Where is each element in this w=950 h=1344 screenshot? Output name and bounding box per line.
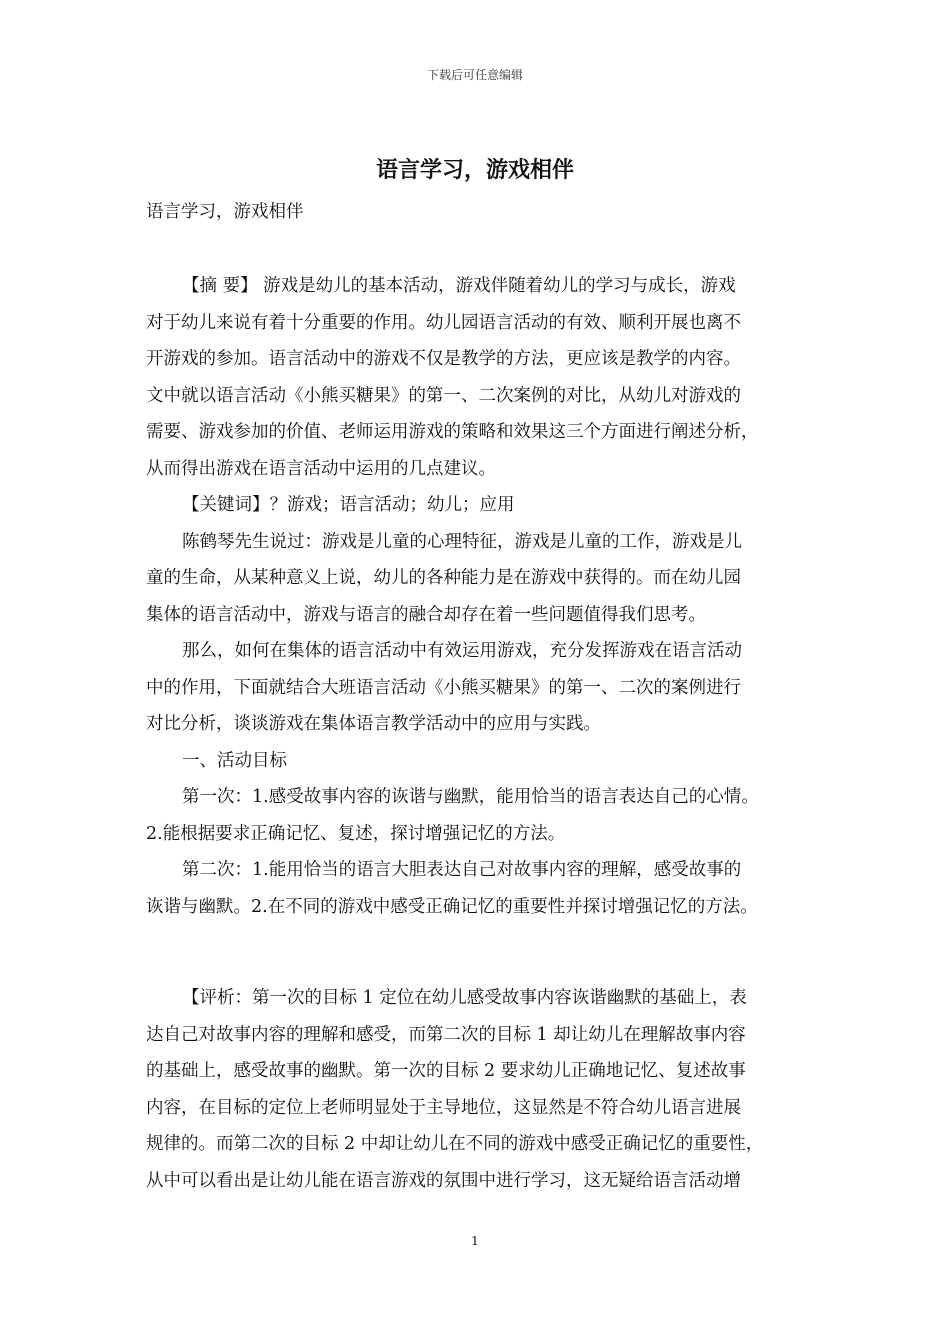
paragraph-line: 童的生命，从某种意义上说，幼儿的各种能力是在游戏中获得的。而在幼儿园 [146, 568, 741, 588]
paragraph-line: 对比分析，谈谈游戏在集体语言教学活动中的应用与实践。 [146, 714, 601, 734]
abstract-paragraph [146, 268, 810, 925]
abstract-line: 需要、游戏参加的价值、老师运用游戏的策略和效果这三个方面进行阐述分析， [146, 422, 759, 442]
review-line: 达自己对故事内容的理解和感受，而第二次的目标 1 却让幼儿在理解故事内容 [146, 1024, 746, 1045]
header-note: 下载后可任意编辑 [426, 68, 523, 82]
abstract-line: 对于幼儿来说有着十分重要的作用。幼儿园语言活动的有效、顺利开展也离不 [146, 312, 741, 333]
paragraph-line: 集体的语言活动中，游戏与语言的融合却存在着一些问题值得我们思考。 [146, 604, 706, 625]
review-line: 【评析：第一次的目标 1 定位在幼儿感受故事内容诙谐幽默的基础上，表 [182, 988, 747, 1008]
objective-line: 第一次：1.感受故事内容的诙谐与幽默，能用恰当的语言表达自己的心情。 [182, 787, 759, 807]
keywords-line: 【关键词】？游戏；语言活动；幼儿；应用 [182, 495, 515, 515]
objective-line: 诙谐与幽默。2.在不同的游戏中感受正确记忆的重要性并探讨增强记忆的方法。 [146, 896, 758, 917]
abstract-line: 【摘 要】 游戏是幼儿的基本活动，游戏伴随着幼儿的学习与成长，游戏 [182, 276, 736, 296]
paragraph-line: 中的作用，下面就结合大班语言活动《小熊买糖果》的第一、二次的案例进行 [146, 677, 741, 698]
page-number: 1 [471, 1234, 479, 1248]
abstract-line: 从而得出游戏在语言活动中运用的几点建议。 [146, 458, 496, 479]
review-line: 的基础上，感受故事的幽默。第一次的目标 2 要求幼儿正确地记忆、复述故事 [146, 1061, 746, 1081]
abstract-line: 开游戏的参加。语言活动中的游戏不仅是教学的方法，更应该是教学的内容。 [146, 349, 741, 369]
subtitle-text: 语言学习，游戏相伴 [146, 202, 304, 222]
subtitle [146, 194, 810, 231]
document-title: 语言学习，游戏相伴 [375, 158, 574, 183]
review-line: 内容，在目标的定位上老师明显处于主导地位，这显然是不符合幼儿语言进展 [146, 1097, 741, 1118]
review-paragraph [146, 980, 810, 1199]
paragraph-line: 陈鹤琴先生说过：游戏是儿童的心理特征，游戏是儿童的工作，游戏是儿 [182, 531, 742, 552]
review-line: 从中可以看出是让幼儿能在语言游戏的氛围中进行学习，这无疑给语言活动增 [146, 1170, 741, 1191]
review-line: 规律的。而第二次的目标 2 中却让幼儿在不同的游戏中感受正确记忆的重要性， [146, 1134, 764, 1154]
abstract-line: 文中就以语言活动《小熊买糖果》的第一、二次案例的对比，从幼儿对游戏的 [146, 385, 741, 406]
objective-line: 第二次：1.能用恰当的语言大胆表达自己对故事内容的理解，感受故事的 [182, 860, 742, 880]
objective-line: 2.能根据要求正确记忆、复述，探讨增强记忆的方法。 [146, 823, 566, 844]
section-heading: 一、活动目标 [182, 750, 287, 771]
paragraph-line: 那么，如何在集体的语言活动中有效运用游戏，充分发挥游戏在语言活动 [182, 641, 742, 661]
